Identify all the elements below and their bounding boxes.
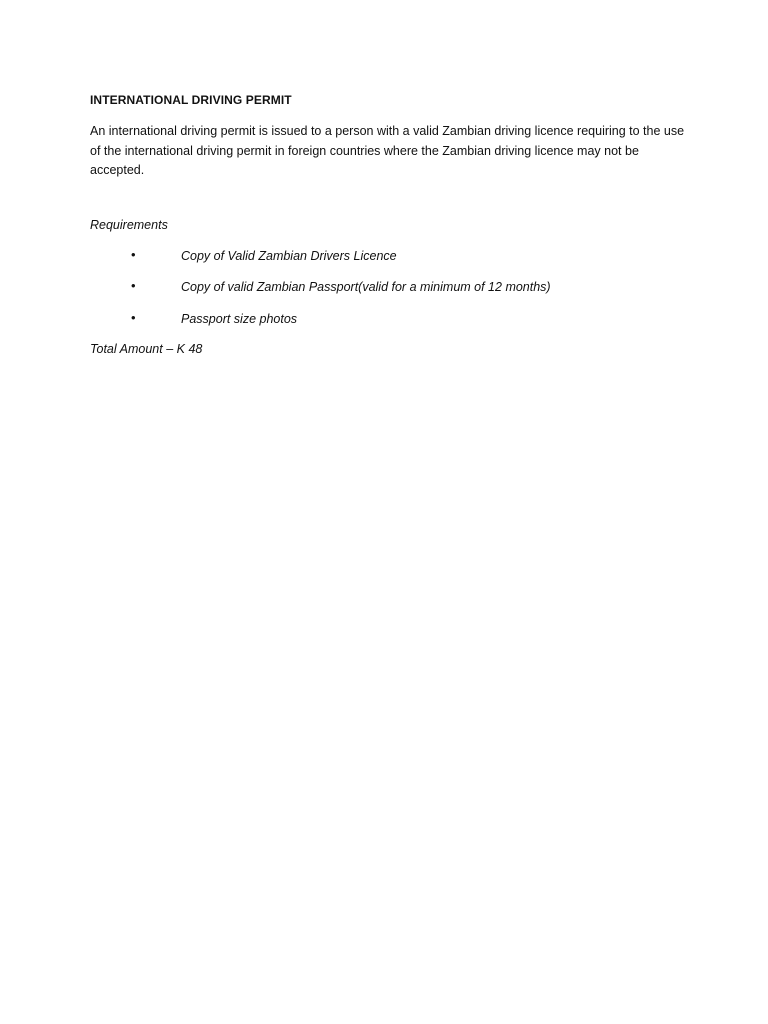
bullet-icon: • xyxy=(131,247,136,262)
requirement-text: Copy of Valid Zambian Drivers Licence xyxy=(181,249,397,263)
bullet-icon: • xyxy=(131,310,136,325)
intro-paragraph: An international driving permit is issued to a person with a valid Zambian driving licence requiring to the use of the international driving permit in foreign countries where the Zambian driving licence may not be accepted. xyxy=(90,124,685,177)
requirements-heading: Requirements xyxy=(90,218,168,232)
total-amount: Total Amount – K 48 xyxy=(90,342,203,356)
requirement-text: Copy of valid Zambian Passport(valid for a minimum of 12 months) xyxy=(181,280,551,294)
requirement-item xyxy=(0,249,700,269)
requirement-item xyxy=(0,312,700,332)
bullet-icon: • xyxy=(131,278,136,293)
requirement-item xyxy=(0,280,700,300)
requirement-text: Passport size photos xyxy=(181,312,298,326)
document-title: INTERNATIONAL DRIVING PERMIT xyxy=(90,93,292,107)
